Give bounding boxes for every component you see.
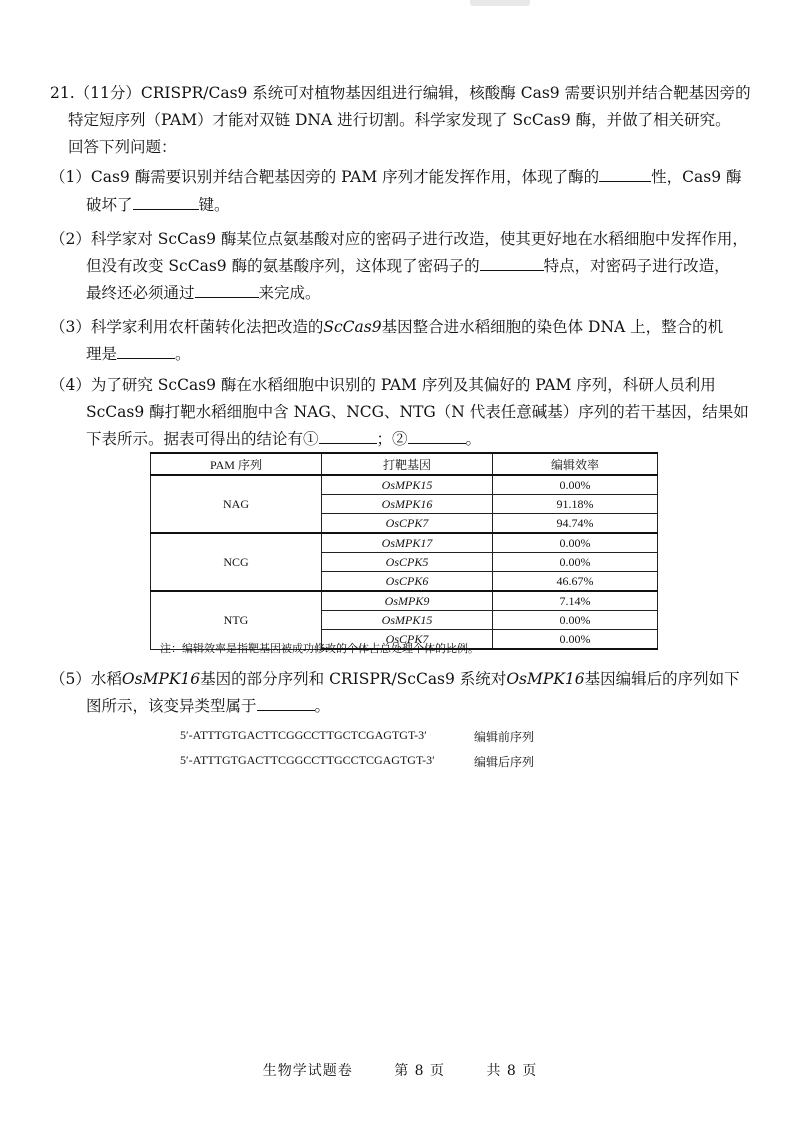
gene-cell: OsCPK7 — [322, 630, 493, 650]
q3-text-c: 理是 — [86, 345, 118, 363]
q5-text-e: 。 — [314, 697, 331, 715]
q4-text-d: ；② — [376, 430, 408, 448]
q5-line1 — [50, 666, 740, 693]
question-intro-line2: 特定短序列（PAM）才能对双链 DNA 进行切割。科学家发现了 ScCas9 酶，并做了相关研究。 — [68, 111, 731, 129]
q4-text-e: 。 — [465, 430, 482, 448]
table-row — [151, 475, 658, 495]
table-note: 注：编辑效率是指靶基因被成功修改的个体占总处理个体的比例。 — [160, 642, 479, 655]
q4-line1: （4）为了研究 ScCas9 酶在水稻细胞中识别的 PAM 序列及其偏好的 PAM 序列，科研人员利用 — [50, 376, 716, 394]
gene-cell: OsMPK17 — [322, 533, 493, 553]
pam-cell: NAG — [151, 475, 322, 533]
table-header-row — [151, 453, 658, 475]
answer-blank[interactable] — [133, 195, 199, 210]
efficiency-cell: 46.67% — [493, 572, 658, 592]
q1-line2 — [86, 192, 230, 219]
answer-blank[interactable] — [257, 696, 315, 711]
answer-blank[interactable] — [599, 167, 651, 182]
q2-text-c: 特点，对密码子进行改造， — [543, 257, 730, 275]
q2-text-d: 最终还必须通过 — [86, 284, 195, 302]
q5-text-d: 图所示，该变异类型属于 — [86, 697, 257, 715]
sequence-after-label: 编辑后序列 — [474, 755, 535, 769]
answer-blank[interactable] — [195, 283, 259, 298]
q2-line2 — [86, 253, 730, 280]
gene-cell: OsMPK15 — [322, 475, 493, 495]
q1-text-d: 键。 — [198, 196, 230, 214]
sequence-before-label: 编辑前序列 — [474, 730, 535, 744]
q3-gene: ScCas9 — [323, 318, 382, 336]
q2-text-e: 来完成。 — [258, 284, 321, 302]
q5-text-a: （5）水稻 — [50, 670, 122, 688]
pam-cell: NTG — [151, 591, 322, 649]
efficiency-cell: 0.00% — [493, 630, 658, 650]
efficiency-cell: 0.00% — [493, 611, 658, 630]
q4-line2: ScCas9 酶打靶水稻细胞中含 NAG、NCG、NTG（N 代表任意碱基）序列的若干基因，结果如 — [86, 403, 749, 421]
q5-text-b: 基因的部分序列和 CRISPR/ScCas9 系统对 — [200, 670, 507, 688]
q1-text-c: 破坏了 — [86, 196, 133, 214]
answer-blank[interactable] — [480, 256, 544, 271]
gene-cell: OsCPK7 — [322, 514, 493, 534]
q1-line1 — [50, 164, 741, 191]
answer-blank[interactable] — [117, 344, 175, 359]
q3-text-b: 基因整合进水稻细胞的染色体 DNA 上，整合的机 — [381, 318, 724, 336]
scan-mark — [470, 0, 530, 6]
q5-gene1: OsMPK16 — [121, 670, 201, 688]
efficiency-cell: 0.00% — [493, 475, 658, 495]
question-intro-line3: 回答下列问题： — [68, 138, 177, 156]
pam-table — [150, 452, 658, 650]
table-header: PAM 序列 — [151, 453, 322, 475]
efficiency-cell: 7.14% — [493, 591, 658, 611]
q3-line2 — [86, 341, 191, 368]
gene-cell: OsMPK9 — [322, 591, 493, 611]
q2-text-b: 但没有改变 ScCas9 酶的氨基酸序列，这体现了密码子的 — [86, 257, 480, 275]
question-intro-line1: 21.（11分）CRISPR/Cas9 系统可对植物基因组进行编辑，核酸酶 Cas9 需要识别并结合靶基因旁的 — [50, 84, 751, 102]
efficiency-cell: 0.00% — [493, 553, 658, 572]
q4-line3 — [86, 426, 481, 453]
gene-cell: OsMPK15 — [322, 611, 493, 630]
table-row — [151, 533, 658, 553]
footer-page: 第 8 页 — [394, 1063, 445, 1079]
efficiency-cell: 0.00% — [493, 533, 658, 553]
q3-text-d: 。 — [175, 345, 191, 363]
q1-text-a: （1）Cas9 酶需要识别并结合靶基因旁的 PAM 序列才能发挥作用，体现了酶的 — [50, 168, 600, 186]
q5-text-c: 基因编辑后的序列如下 — [584, 670, 740, 688]
footer-subject: 生物学试题卷 — [262, 1063, 353, 1079]
answer-blank[interactable] — [319, 429, 377, 444]
q5-gene2: OsMPK16 — [506, 670, 585, 688]
q1-text-b: 性，Cas9 酶 — [651, 168, 742, 186]
sequence-before: 5′-ATTTGTGACTTCGGCCTTGCTCGAGTGT-3′ — [180, 728, 427, 742]
table-header: 打靶基因 — [322, 453, 493, 475]
answer-blank[interactable] — [408, 429, 466, 444]
efficiency-cell: 94.74% — [493, 514, 658, 534]
q3-text-a: （3）科学家利用农杆菌转化法把改造的 — [50, 318, 324, 336]
pam-cell: NCG — [151, 533, 322, 591]
efficiency-cell: 91.18% — [493, 495, 658, 514]
footer-total: 共 8 页 — [486, 1063, 538, 1079]
gene-cell: OsMPK16 — [322, 495, 493, 514]
q2-line1: （2）科学家对 ScCas9 酶某位点氨基酸对应的密码子进行改造，使其更好地在水稻细胞中发挥作用， — [50, 230, 748, 248]
gene-cell: OsCPK6 — [322, 572, 493, 592]
gene-cell: OsCPK5 — [322, 553, 493, 572]
q5-line2 — [86, 693, 330, 720]
q3-line1 — [50, 314, 723, 341]
q2-line3 — [86, 280, 321, 307]
sequence-after: 5′-ATTTGTGACTTCGGCCTTGCCTCGAGTGT-3′ — [180, 753, 435, 767]
table-row — [151, 591, 658, 611]
table-header: 编辑效率 — [493, 453, 658, 475]
q4-text-c: 下表所示。据表可得出的结论有① — [86, 430, 319, 448]
page-footer — [0, 1060, 800, 1080]
